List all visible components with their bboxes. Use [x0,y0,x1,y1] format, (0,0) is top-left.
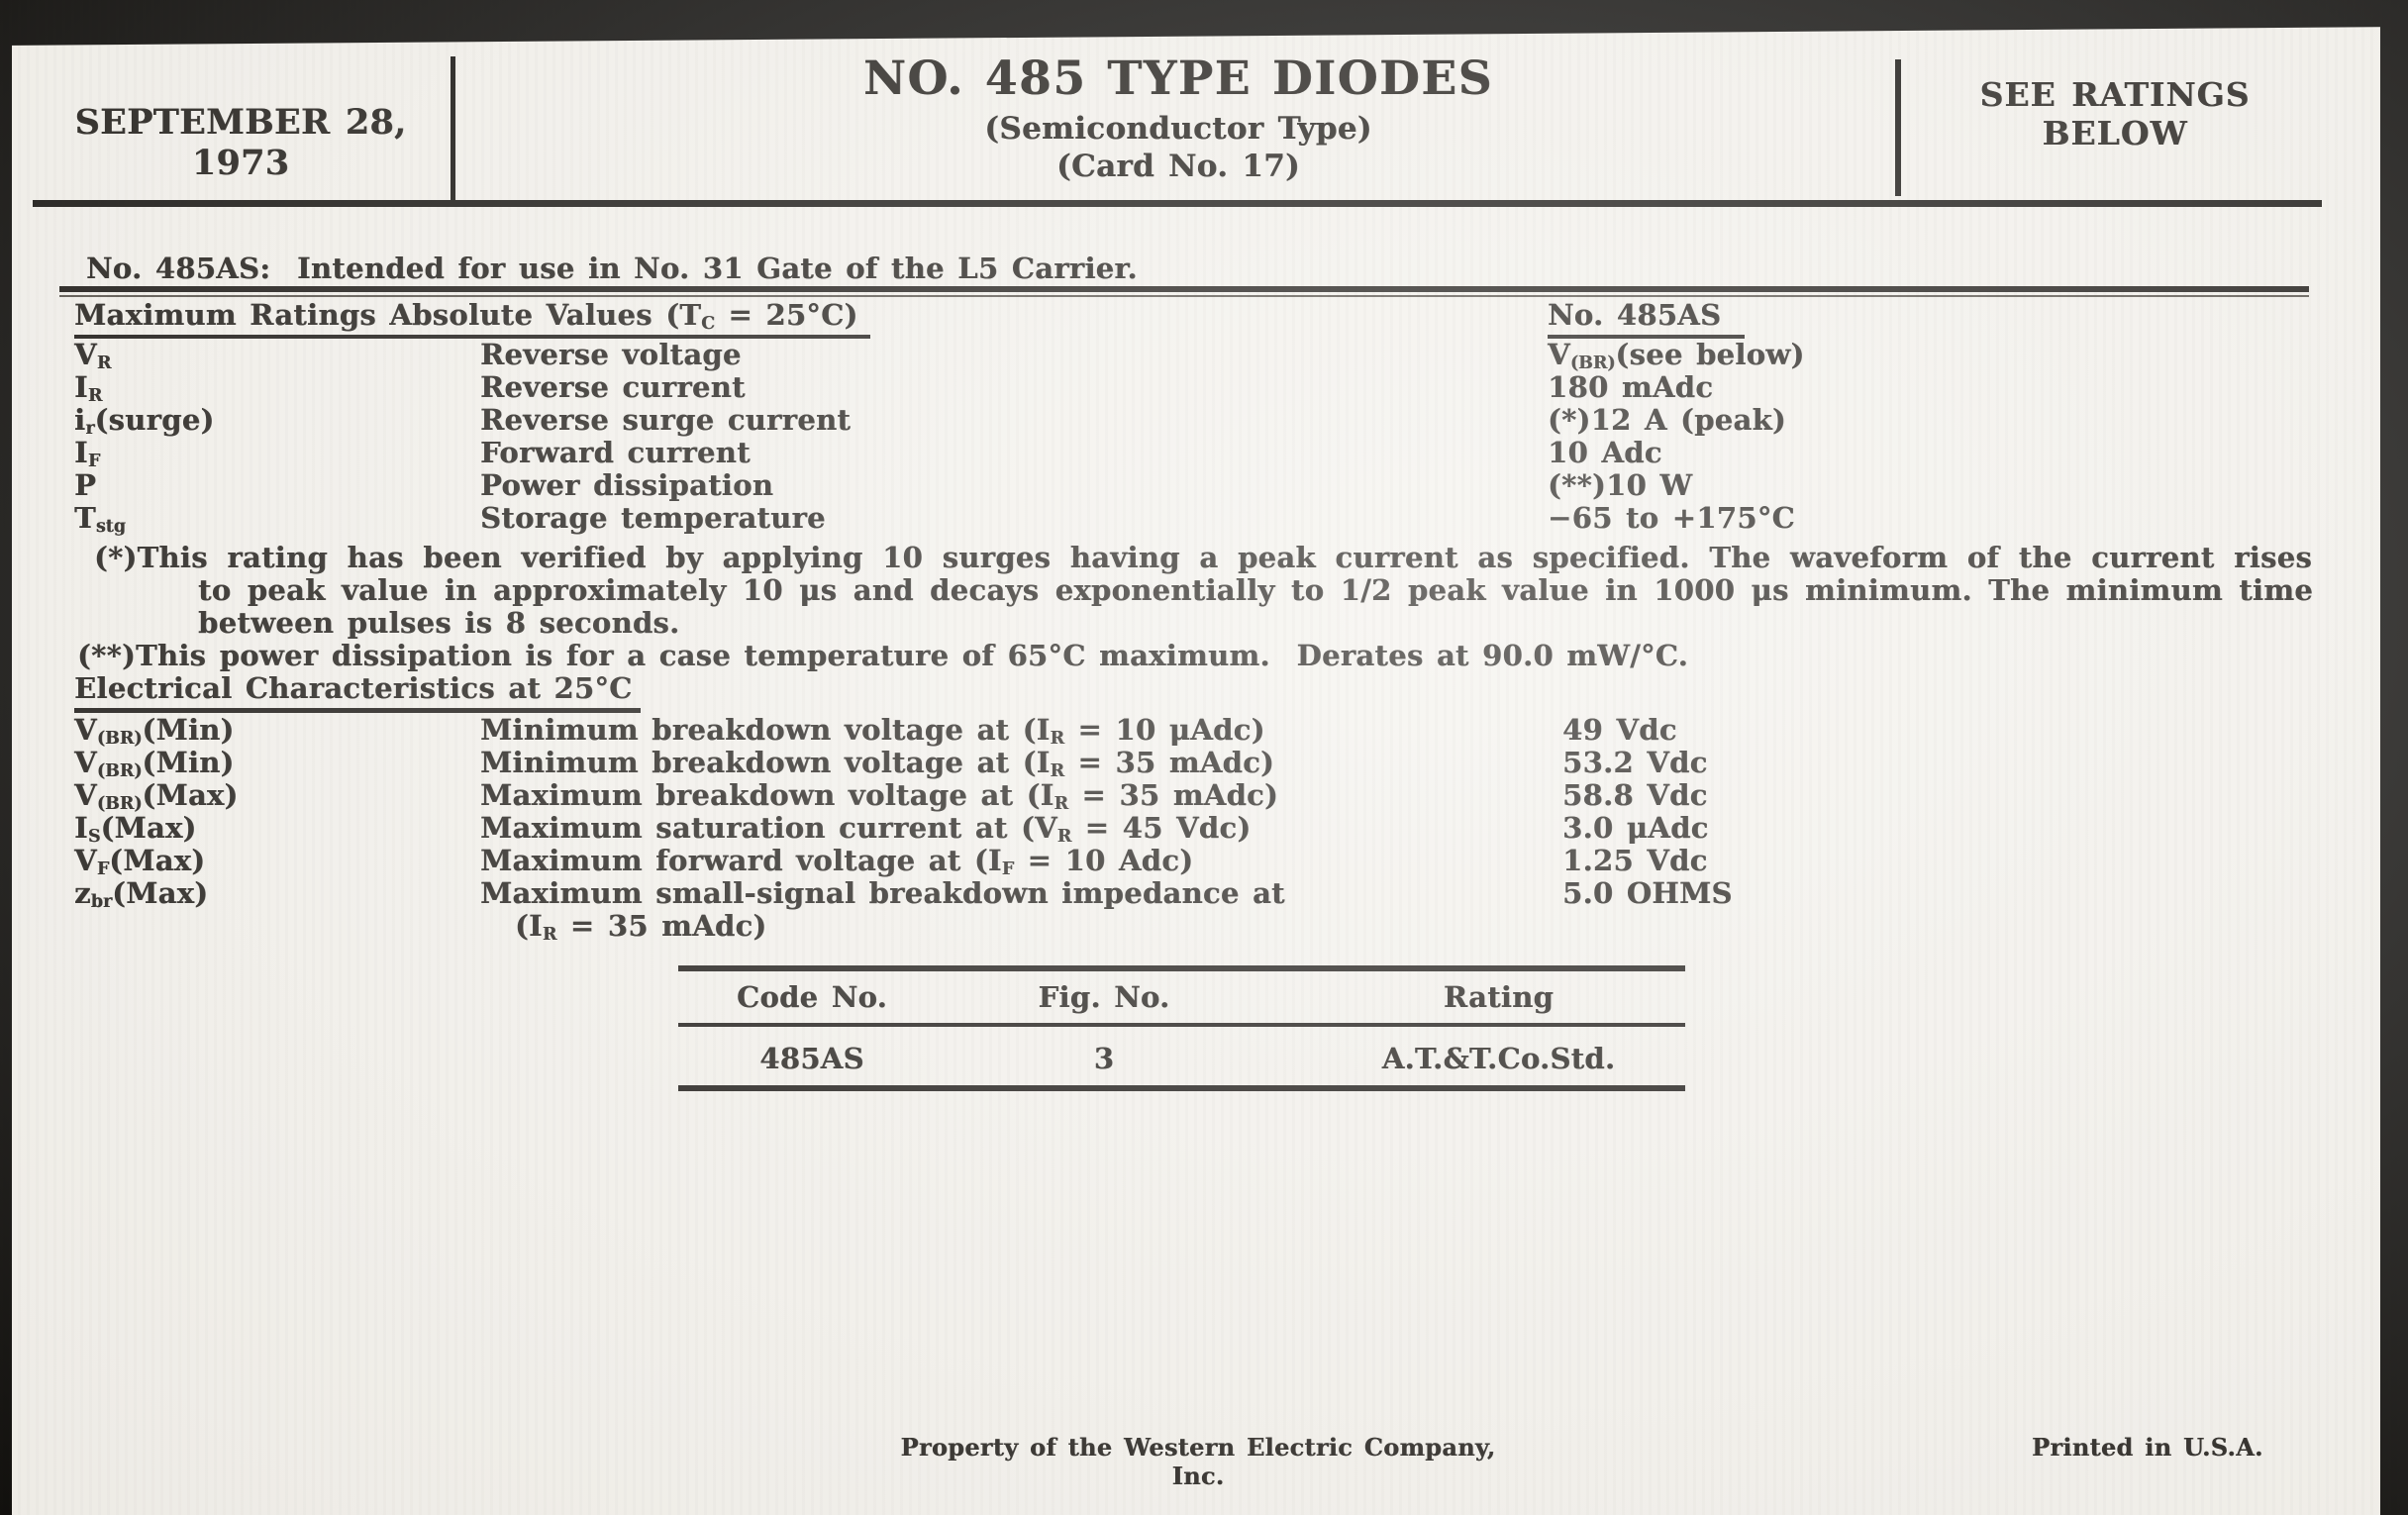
footnote-star-line3: between pulses is 8 seconds. [198,606,680,640]
max-ratings-column-heading: No. 485AS [1548,299,1745,339]
symbol-cell: $I_S(Max)$ [74,811,197,847]
issue-date: SEPTEMBER 28, 1973 [74,102,423,183]
symbol-cell: P [74,468,97,502]
footer-printed-in-usa: Printed in U.S.A. [2032,1433,2263,1462]
table-row [74,437,2342,469]
table-row [74,845,2342,877]
value-cell: 5.0 OHMS [1562,876,1733,910]
table-row [74,779,2342,812]
description-cell: Storage temperature [480,501,826,535]
symbol-cell: $V_{(BR)}(Min)$ [74,713,235,749]
value-cell: 3.0 μAdc [1562,811,1709,845]
table-row [74,812,2342,845]
electrical-table [74,714,2342,910]
electrical-continuation-line: ($I_R = 35$ mAdc) [515,909,767,945]
header-rule [33,200,2322,207]
footer-property-notice: Property of the Western Electric Company, Inc. [900,1433,1508,1490]
symbol-cell: $V_F(Max)$ [74,844,206,879]
electrical-heading: Electrical Characteristics at 25°C [74,672,641,713]
value-cell: (**)10 W [1548,468,1693,502]
intro-line: No. 485AS: Intended for use in No. 31 Gate of the L5 Carrier. [86,252,1138,285]
header-divider-right [1895,59,1901,196]
footnote-star-line1: (*)This rating has been verified by applying 10 surges having a peak current as specified. The waveform of the current rises [94,541,2312,574]
code-table-header-rating: Rating [1443,980,1555,1014]
value-cell: $V_{(BR)}(see$ below) [1548,338,1805,373]
value-cell: 10 Adc [1548,436,1662,469]
value-cell: 1.25 Vdc [1562,844,1708,877]
description-cell: Maximum saturation current at ($V_R = 45$ Vdc) [480,811,1252,847]
page-title: NO. 485 TYPE DIODES [862,51,1494,106]
description-cell: Maximum breakdown voltage at ($I_R = 35$ mAdc) [480,778,1279,814]
code-table-value-rating: A.T.&T.Co.Std. [1381,1042,1616,1075]
table-row [74,339,2342,371]
description-cell: Reverse current [480,370,746,404]
description-cell: Maximum small-signal breakdown impedance at [480,876,1285,910]
value-cell: 53.2 Vdc [1562,746,1708,779]
symbol-cell: $I_R$ [74,370,103,406]
symbol-cell: $V_R$ [74,338,112,373]
symbol-cell: $V_{(BR)}(Max)$ [74,778,239,814]
header-divider-left [451,56,455,203]
code-table-rule-middle [678,1023,1685,1027]
description-cell: Reverse surge current [480,403,852,437]
max-ratings-heading: Maximum Ratings Absolute Values $(T_C = 25^\circ C)$ [74,299,870,339]
code-table-rule-bottom [678,1085,1685,1091]
value-cell: (*)12 A (peak) [1548,403,1786,437]
table-row [74,714,2342,747]
description-cell: Reverse voltage [480,338,742,371]
section-rule [59,286,2309,297]
max-ratings-table [74,339,2342,535]
code-table-header-fig-no: Fig. No. [1038,980,1170,1014]
footnote-star-line2: to peak value in approximately 10 μs and decays exponentially to 1/2 peak value in 1000 μs minimum. The minimum time [198,573,2313,607]
footnote-double-star: (**)This power dissipation is for a case temperature of 65°C maximum. Derates at 90.0 mW/°C. [77,639,1689,672]
symbol-cell: $i_r(surge)$ [74,403,215,439]
description-cell: Minimum breakdown voltage at ($I_R = 35$ mAdc) [480,746,1275,781]
table-row [74,404,2342,437]
symbol-cell: $z_{br}(Max)$ [74,876,209,912]
value-cell: 58.8 Vdc [1562,778,1708,812]
code-table-rule-top [678,965,1685,971]
symbol-cell: $I_F$ [74,436,101,471]
see-ratings-line2: BELOW [2042,114,2188,152]
code-table-header-code-no: Code No. [736,980,888,1014]
description-cell: Power dissipation [480,468,774,502]
code-table-value-fig-no: 3 [1093,1042,1115,1075]
code-table-value-code-no: 485AS [759,1042,864,1075]
scan-edge-top [0,0,2408,50]
page-subtitle-card-no: (Card No. 17) [1056,149,1300,184]
value-cell: −65 to +175°C [1548,501,1795,535]
value-cell: 49 Vdc [1562,713,1677,747]
see-ratings-line1: SEE RATINGS [1979,75,2251,114]
scan-edge-right [2380,0,2408,1515]
code-table [678,965,1685,1091]
table-row [74,877,2342,910]
table-row [74,371,2342,404]
scan-edge-left [0,0,12,1515]
table-row [74,747,2342,779]
description-cell: Maximum forward voltage at ($I_F = 10$ Adc) [480,844,1194,879]
symbol-cell: $V_{(BR)}(Min)$ [74,746,235,781]
value-cell: 180 mAdc [1548,370,1714,404]
page-subtitle-type: (Semiconductor Type) [984,111,1372,147]
description-cell: Forward current [480,436,751,469]
table-row [74,502,2342,535]
symbol-cell: $T_{stg}$ [74,501,126,537]
description-cell: Minimum breakdown voltage at ($I_R = 10$ μAdc) [480,713,1265,749]
table-row [74,469,2342,502]
